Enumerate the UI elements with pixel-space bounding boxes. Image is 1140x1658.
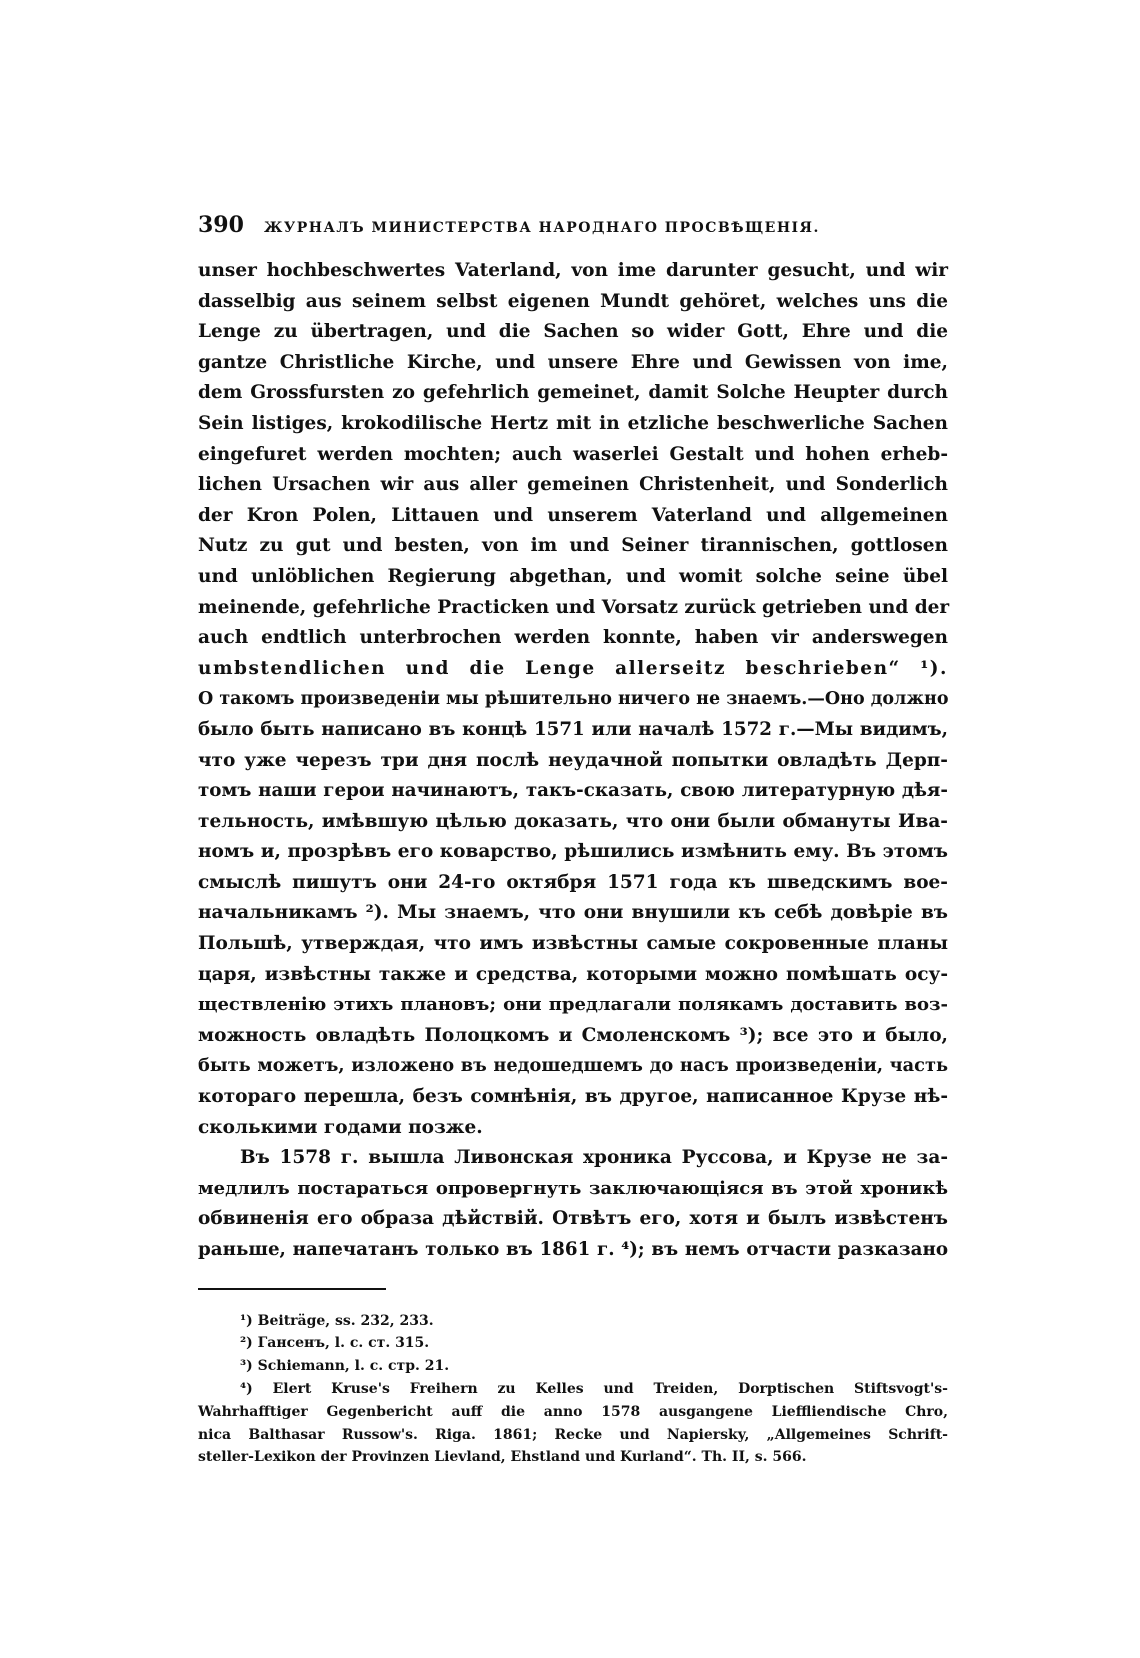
page-number: 390 <box>198 212 244 238</box>
text-line: Sein listiges, krokodilische Hertz mit in etzliche beschwerliche Sachen <box>198 412 948 434</box>
footnote-line: steller-Lexikon der Provinzen Lievland, Ehstland und Kurland“. Th. II, s. 566. <box>198 1449 807 1466</box>
text-line: котораго перешла, безъ сомнѣнія, въ другое, написанное Крузе нѣ- <box>198 1086 948 1108</box>
text-line: eingefuret werden mochten; auch waserlei Gestalt und hohen erheb- <box>198 443 948 465</box>
text-line: можность овладѣть Полоцкомъ и Смоленскомъ ³); все это и было, <box>198 1024 948 1046</box>
text-line: der Kron Polen, Littauen und unserem Vaterland und allgemeinen <box>198 504 948 526</box>
text-line: медлилъ постараться опровергнуть заключающіяся въ этой хроникѣ <box>198 1177 948 1199</box>
page-header <box>198 212 948 242</box>
footnote: ⁴) Elert Kruse's Freihern zu Kelles und Treiden, Dorptischen Stiftsvogt's- <box>240 1380 948 1397</box>
text-line: meinende, gefehrliche Practicken und Vorsatz zurück getrieben und der <box>198 596 950 618</box>
text-line: номъ и, прозрѣвъ его коварство, рѣшились измѣнить ему. Въ этомъ <box>198 841 948 863</box>
text-line: auch endtlich unterbrochen werden konnte, haben vir anderswegen <box>198 627 948 649</box>
text-line: томъ наши герои начинаютъ, такъ-сказать, свою литературную дѣя- <box>198 780 948 802</box>
text-line: dem Grossfursten zo gefehrlich gemeinet, damit Solche Heupter durch <box>198 382 948 404</box>
footnotes <box>198 1310 948 1470</box>
footnote: ²) Гансенъ, l. c. ст. 315. <box>240 1335 430 1352</box>
text-line: umbstendlichen und die Lenge allerseitz beschrieben“ ¹). <box>198 657 948 679</box>
text-line: что уже черезъ три дня послѣ неудачной попытки овладѣть Дерп- <box>198 749 948 771</box>
footnote: ¹) Beiträge, ss. 232, 233. <box>240 1312 434 1329</box>
body-text <box>198 256 948 1266</box>
text-line: Польшѣ, утверждая, что имъ извѣстны самые сокровенные планы <box>198 933 948 955</box>
text-line: быть можетъ, изложено въ недошедшемъ до насъ произведеніи, часть <box>198 1055 948 1077</box>
footnote-divider <box>198 1288 386 1290</box>
text-line: und unlöblichen Regierung abgethan, und womit solche seine übel <box>198 565 948 587</box>
text-line: lichen Ursachen wir aus aller gemeinen Christenheit, und Sonderlich <box>198 474 948 496</box>
text-line: раньше, напечатанъ только въ 1861 г. ⁴); въ немъ отчасти разказано <box>198 1239 948 1260</box>
text-line: было быть написано въ концѣ 1571 или началѣ 1572 г.—Мы видимъ, <box>198 718 948 740</box>
text-line: unser hochbeschwertes Vaterland, von ime darunter gesucht, und wir <box>198 260 948 281</box>
text-line: ществленію этихъ плановъ; они предлагали полякамъ доставить воз- <box>198 994 948 1016</box>
text-line: gantze Christliche Kirche, und unsere Ehre und Gewissen von ime, <box>198 351 948 373</box>
footnote: ³) Schiemann, l. c. стр. 21. <box>240 1358 450 1375</box>
footnote-line: nica Balthasar Russow's. Riga. 1861; Recke und Napiersky, „Allgemeines Schrift- <box>198 1426 948 1443</box>
text-line: dasselbig aus seinem selbst eigenen Mundt gehöret, welches uns die <box>198 290 948 312</box>
text-line: Lenge zu übertragen, und die Sachen so wider Gott, Ehre und die <box>198 321 948 343</box>
text-line: О такомъ произведеніи мы рѣшительно ничего не знаемъ.—Оно должно <box>198 689 949 710</box>
text-line: сколькими годами позже. <box>198 1116 483 1138</box>
footnote-line: Wahrhafftiger Gegenbericht auff die anno 1578 ausgangene Lieffliendische Chro, <box>198 1403 948 1420</box>
text-line: тельность, имѣвшую цѣлью доказать, что они были обмануты Ива- <box>198 810 948 832</box>
running-title: ЖУРНАЛЪ МИНИСТЕРСТВА НАРОДНАГО ПРОСВѢЩЕНІЯ. <box>264 220 820 236</box>
text-line: смыслѣ пишутъ они 24-го октября 1571 года къ шведскимъ вое- <box>198 871 948 893</box>
text-line: начальникамъ ²). Мы знаемъ, что они внушили къ себѣ довѣріе въ <box>198 902 948 924</box>
text-line: царя, извѣстны также и средства, которыми можно помѣшать осу- <box>198 963 948 985</box>
book-page <box>198 212 948 1469</box>
text-line: обвиненія его образа дѣйствій. Отвѣтъ его, хотя и былъ извѣстенъ <box>198 1208 948 1230</box>
text-line: Nutz zu gut und besten, von im und Seiner tirannischen, gottlosen <box>198 535 948 557</box>
text-line: Въ 1578 г. вышла Ливонская хроника Руссова, и Крузе не за- <box>240 1147 948 1169</box>
